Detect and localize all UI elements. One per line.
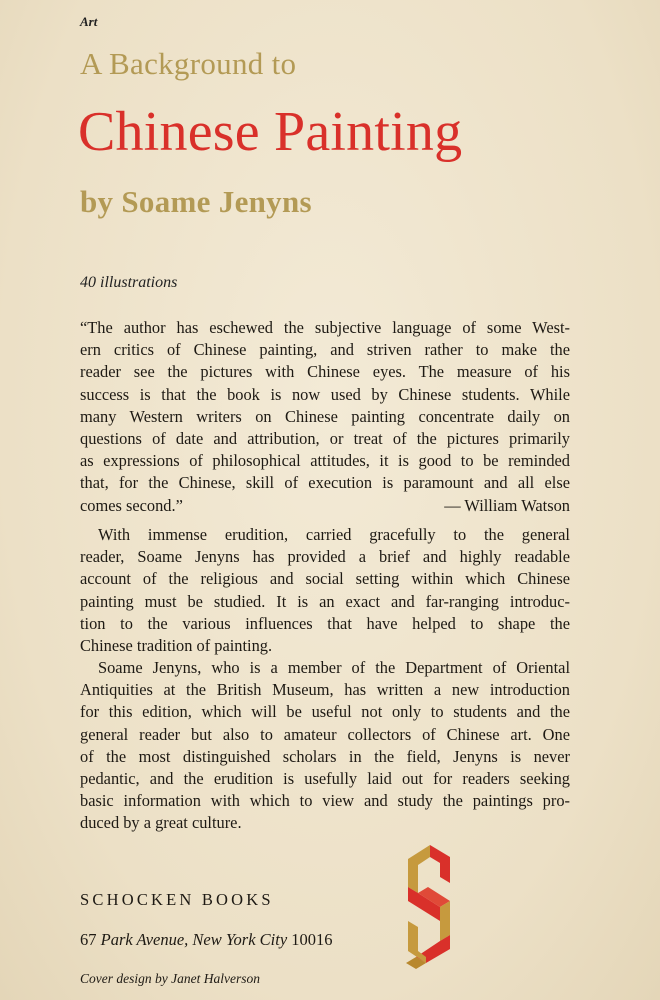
description-paragraph bbox=[80, 524, 570, 657]
paragraph-line: pedantic, and the erudition is usefully laid out for readers seeking bbox=[80, 769, 570, 789]
cover-design-credit: Cover design by Janet Halverson bbox=[80, 971, 260, 986]
cover-author: by Soame Jenyns bbox=[80, 184, 312, 219]
paragraph-line: basic information with which to view and study the paintings pro- bbox=[80, 791, 570, 811]
quote-attribution: — William Watson bbox=[444, 495, 570, 515]
quote-line: reader see the pictures with Chinese eyes. The measure of his bbox=[80, 362, 570, 382]
paragraph-line: Antiquities at the British Museum, has written a new introduction bbox=[80, 680, 570, 700]
illustrations-count: 40 illustrations bbox=[80, 274, 178, 291]
publisher-name: SCHOCKEN BOOKS bbox=[80, 890, 274, 909]
paragraph-line: Chinese tradition of painting. bbox=[80, 636, 273, 656]
paragraph-line: tion to the various influences that have helped to shape the bbox=[80, 613, 570, 633]
quote-line: as expressions of philosophical attitudes, it is good to be reminded bbox=[80, 451, 570, 471]
category-label: Art bbox=[80, 14, 98, 29]
paragraph-line: Soame Jenyns, who is a member of the Department of Oriental bbox=[98, 658, 570, 677]
paragraph-line: With immense erudition, carried gracefully to the general bbox=[98, 525, 570, 544]
review-quote bbox=[80, 317, 570, 517]
quote-line: “The author has eschewed the subjective language of some West- bbox=[80, 318, 570, 337]
paragraph-line: reader, Soame Jenyns has provided a brief and highly readable bbox=[80, 547, 570, 567]
address-number: 67 bbox=[80, 930, 97, 949]
quote-line: questions of date and attribution, or treat of the pictures primarily bbox=[80, 429, 570, 449]
publisher-address bbox=[80, 930, 333, 950]
quote-last-line bbox=[80, 495, 570, 517]
author-paragraph bbox=[80, 657, 570, 835]
paragraph-line: duced by a great culture. bbox=[80, 813, 242, 833]
address-street: Park Avenue, New York City bbox=[100, 930, 288, 949]
paragraph-line: general reader but also to amateur collectors of Chinese art. One bbox=[80, 724, 570, 744]
cover-subtitle: A Background to bbox=[80, 46, 297, 81]
paragraph-line: for this edition, which will be useful not only to students and the bbox=[80, 702, 570, 722]
address-zip: 10016 bbox=[291, 930, 333, 949]
quote-line: many Western writers on Chinese painting concentrate daily on bbox=[80, 406, 570, 426]
quote-line: comes second.” bbox=[80, 495, 183, 515]
quote-line: success is that the book is now used by Chinese students. While bbox=[80, 384, 570, 404]
quote-line: that, for the Chinese, skill of execution is paramount and all else bbox=[80, 473, 570, 493]
schocken-s-logo-icon bbox=[404, 843, 452, 977]
paragraph-line: painting must be studied. It is an exact and far-ranging introduc- bbox=[80, 591, 570, 611]
paragraph-line: account of the religious and social setting within which Chinese bbox=[80, 569, 570, 589]
cover-title: Chinese Painting bbox=[78, 101, 463, 163]
quote-line: ern critics of Chinese painting, and striven rather to make the bbox=[80, 340, 570, 360]
paragraph-line: of the most distinguished scholars in the field, Jenyns is never bbox=[80, 746, 570, 766]
